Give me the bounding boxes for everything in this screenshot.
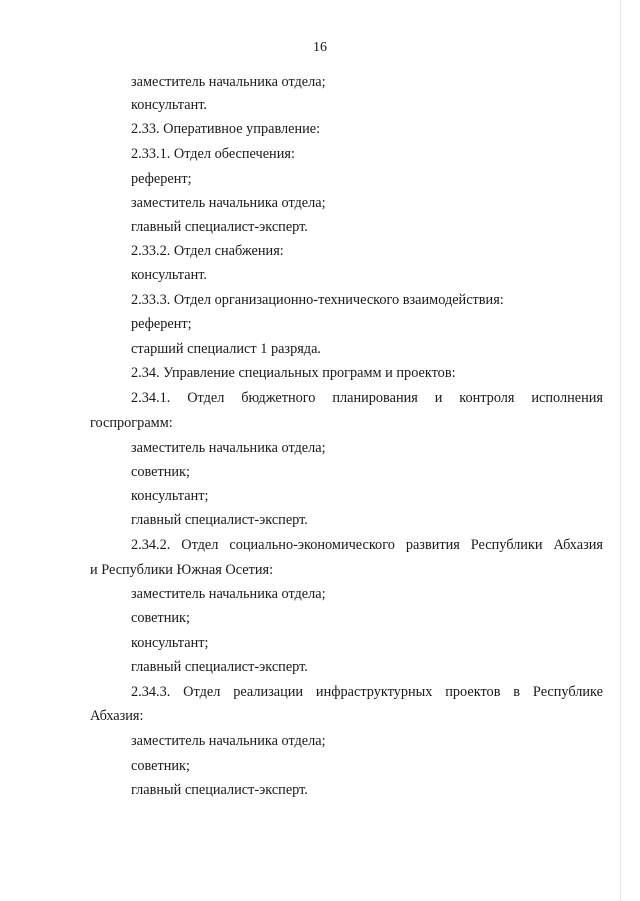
text-line: заместитель начальника отдела; (131, 586, 326, 602)
subsection-heading: 2.33.2. Отдел снабжения: (131, 243, 284, 259)
text-line: главный специалист-эксперт. (131, 782, 308, 798)
text-line: консультант. (131, 267, 207, 283)
text-line: консультант; (131, 488, 209, 504)
text-line: заместитель начальника отдела; (131, 733, 326, 749)
page-edge-shadow (620, 0, 621, 901)
text-line: главный специалист-эксперт. (131, 512, 308, 528)
text-line: старший специалист 1 разряда. (131, 341, 321, 357)
text-line-continuation: и Республики Южная Осетия: (90, 562, 274, 578)
subsection-heading: 2.34.1. Отдел бюджетного планирования и контроля исполнения (131, 390, 603, 406)
text-line: консультант; (131, 635, 209, 651)
subsection-heading: 2.34.2. Отдел социально-экономического развития Республики Абхазия (131, 537, 603, 553)
text-line: заместитель начальника отдела; (131, 195, 326, 211)
page-number: 16 (313, 40, 327, 55)
subsection-heading: 2.33.3. Отдел организационно-технического взаимодействия: (131, 292, 504, 308)
section-heading: 2.33. Оперативное управление: (131, 121, 321, 137)
text-line-continuation: госпрограмм: (90, 415, 173, 431)
text-line: референт; (131, 171, 192, 187)
section-heading: 2.34. Управление специальных программ и проектов: (131, 365, 456, 381)
subsection-heading: 2.34.3. Отдел реализации инфраструктурных проектов в Республике (131, 684, 603, 700)
text-line: заместитель начальника отдела; (131, 440, 326, 456)
text-line-continuation: Абхазия: (90, 708, 144, 724)
text-line: советник; (131, 758, 190, 774)
text-line: советник; (131, 610, 190, 626)
text-line: главный специалист-эксперт. (131, 219, 308, 235)
text-line: референт; (131, 316, 192, 332)
text-line: главный специалист-эксперт. (131, 659, 308, 675)
text-line: советник; (131, 464, 190, 480)
subsection-heading: 2.33.1. Отдел обеспечения: (131, 146, 295, 162)
text-line: консультант. (131, 97, 207, 113)
text-line: заместитель начальника отдела; (131, 74, 326, 90)
